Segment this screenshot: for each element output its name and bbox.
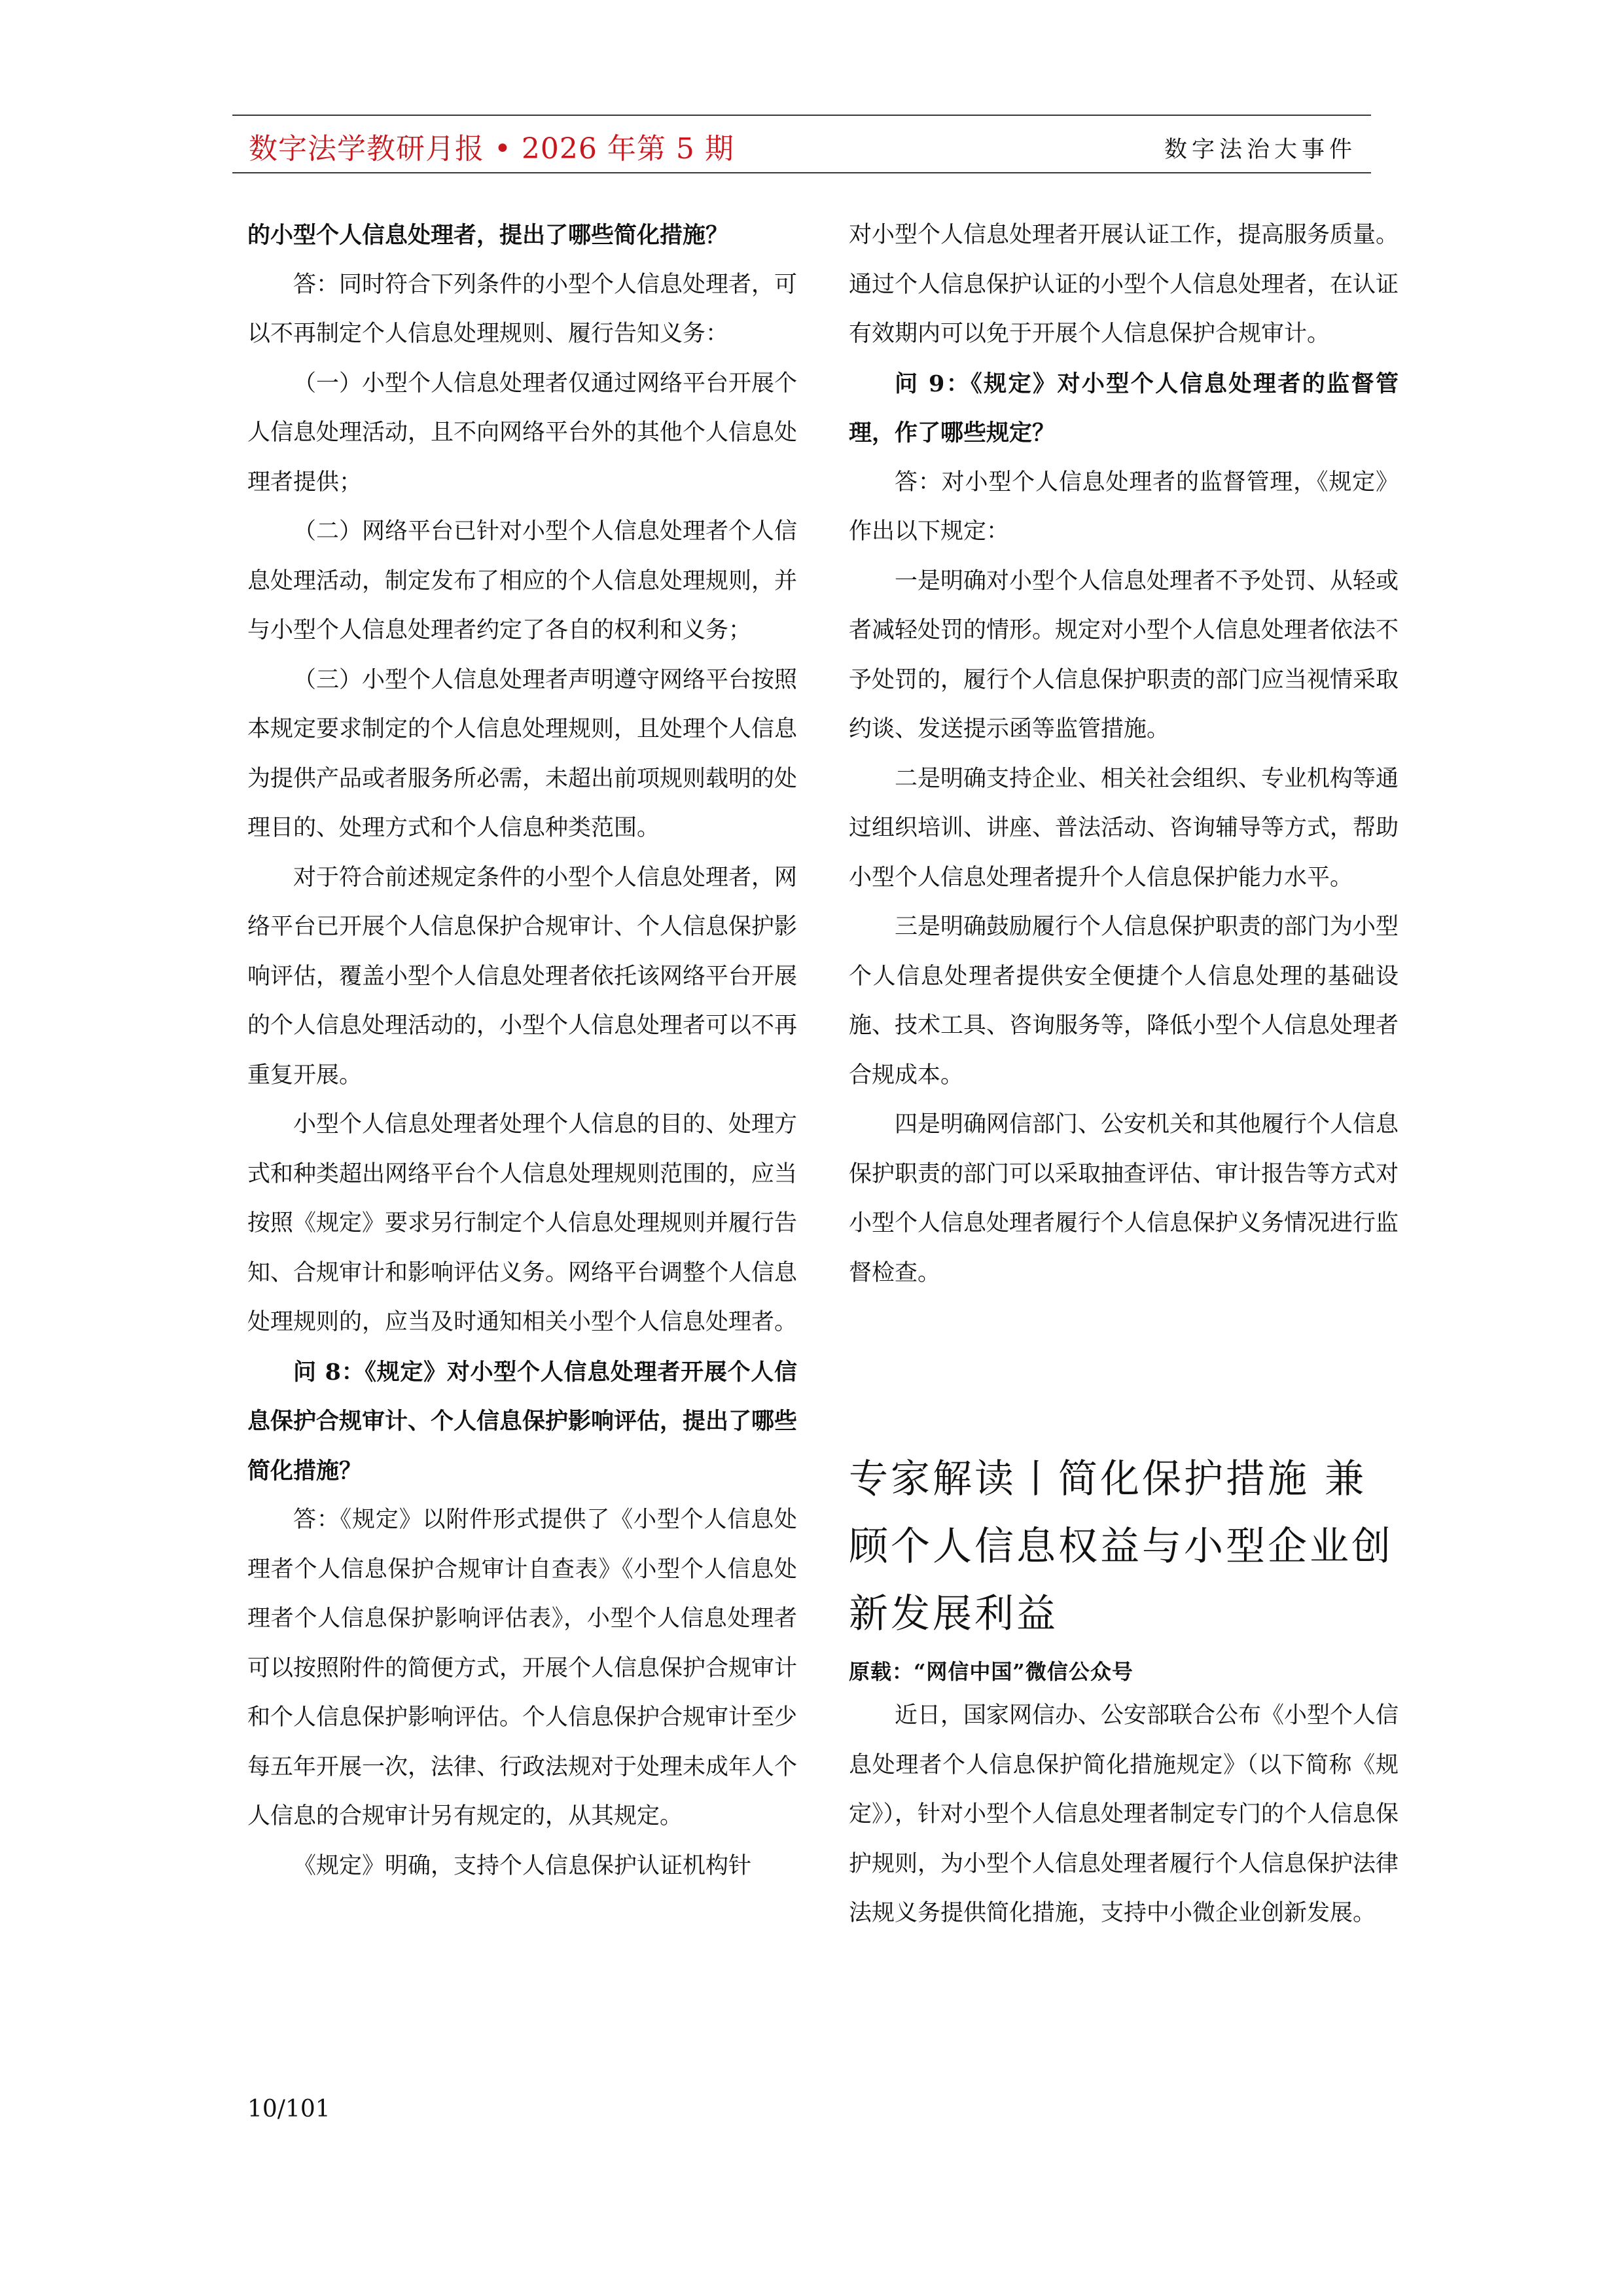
paragraph: （三）小型个人信息处理者声明遵守网络平台按照本规定要求制定的个人信息处理规则，且处理个人信息为提供产品或者服务所必需，未超出前项规则载明的处理目的、处理方式和个人信息种类范围。 (247, 666, 798, 841)
paragraph: 对于符合前述规定条件的小型个人信息处理者，网络平台已开展个人信息保护合规审计、个人信息保护影响评估，覆盖小型个人信息处理者依托该网络平台开展的个人信息处理活动的，小型个人信息处理者可以不再重复开展。 (247, 864, 798, 1088)
article-title: 专家解读丨简化保护措施 兼顾个人信息权益与小型企业创新发展利益 (849, 1456, 1393, 1637)
left-column (247, 211, 797, 1891)
paragraph: 小型个人信息处理者处理个人信息的目的、处理方式和种类超出网络平台个人信息处理规则范围的，应当按照《规定》要求另行制定个人信息处理规则并履行告知、合规审计和影响评估义务。网络平台调整个人信息处理规则的，应当及时通知相关小型个人信息处理者。 (247, 1111, 798, 1335)
journal-title: 数字法学教研月报 • 2026 年第 5 期 (249, 132, 734, 166)
header-top-rule (232, 115, 1371, 116)
article-body: 近日，国家网信办、公安部联合公布《小型个人信息处理者个人信息保护简化措施规定》（以下简称《规定》），针对小型个人信息处理者制定专门的个人信息保护规则，为小型个人信息处理者履行个人信息保护法律法规义务提供简化措施，支持中小微企业创新发展。 (849, 1702, 1399, 1926)
paragraph: （一）小型个人信息处理者仅通过网络平台开展个人信息处理活动，且不向网络平台外的其他个人信息处理者提供； (247, 370, 798, 495)
column-spacer (849, 1298, 1399, 1446)
paragraph: 对小型个人信息处理者开展认证工作，提高服务质量。通过个人信息保护认证的小型个人信息处理者，在认证有效期内可以免于开展个人信息保护合规审计。 (849, 222, 1399, 347)
right-column (849, 211, 1399, 1939)
paragraph: 《规定》明确，支持个人信息保护认证机构针 (293, 1852, 752, 1879)
paragraph: （二）网络平台已针对小型个人信息处理者个人信息处理活动，制定发布了相应的个人信息处理规则，并与小型个人信息处理者约定了各自的权利和义务； (247, 518, 798, 643)
header-bottom-rule (232, 172, 1371, 173)
paragraph: 三是明确鼓励履行个人信息保护职责的部门为小型个人信息处理者提供安全便捷个人信息处理的基础设施、技术工具、咨询服务等，降低小型个人信息处理者合规成本。 (849, 914, 1399, 1088)
page-number: 10/101 (247, 2096, 330, 2123)
article-source: 原载：“网信中国”微信公众号 (849, 1659, 1133, 1684)
question-heading: 问 9：《规定》对小型个人信息处理者的监督管理，作了哪些规定？ (849, 370, 1399, 446)
paragraph: 二是明确支持企业、相关社会组织、专业机构等通过组织培训、讲座、普法活动、咨询辅导等方式，帮助小型个人信息处理者提升个人信息保护能力水平。 (849, 765, 1399, 891)
paragraph: 的小型个人信息处理者，提出了哪些简化措施？ (247, 222, 729, 249)
paragraph: 一是明确对小型个人信息处理者不予处罚、从轻或者减轻处罚的情形。规定对小型个人信息处理者依法不予处罚的，履行个人信息保护职责的部门应当视情采取约谈、发送提示函等监管措施。 (849, 567, 1399, 742)
paragraph: 答：《规定》以附件形式提供了《小型个人信息处理者个人信息保护合规审计自查表》《小型个人信息处理者个人信息保护影响评估表》，小型个人信息处理者可以按照附件的简便方式，开展个人信息保护合规审计和个人信息保护影响评估。个人信息保护合规审计至少每五年开展一次，法律、行政法规对于处理未成年人个人信息的合规审计另有规定的，从其规定。 (247, 1507, 798, 1829)
question-heading: 问 8：《规定》对小型个人信息处理者开展个人信息保护合规审计、个人信息保护影响评估，提出了哪些简化措施？ (247, 1358, 798, 1484)
page-header (232, 115, 1371, 173)
paragraph: 四是明确网信部门、公安机关和其他履行个人信息保护职责的部门可以采取抽查评估、审计报告等方式对小型个人信息处理者履行个人信息保护义务情况进行监督检查。 (849, 1111, 1399, 1286)
paragraph: 答：对小型个人信息处理者的监督管理，《规定》作出以下规定： (849, 469, 1399, 545)
paragraph: 答：同时符合下列条件的小型个人信息处理者，可以不再制定个人信息处理规则、履行告知义务： (247, 271, 798, 347)
section-name: 数字法治大事件 (1164, 137, 1357, 163)
